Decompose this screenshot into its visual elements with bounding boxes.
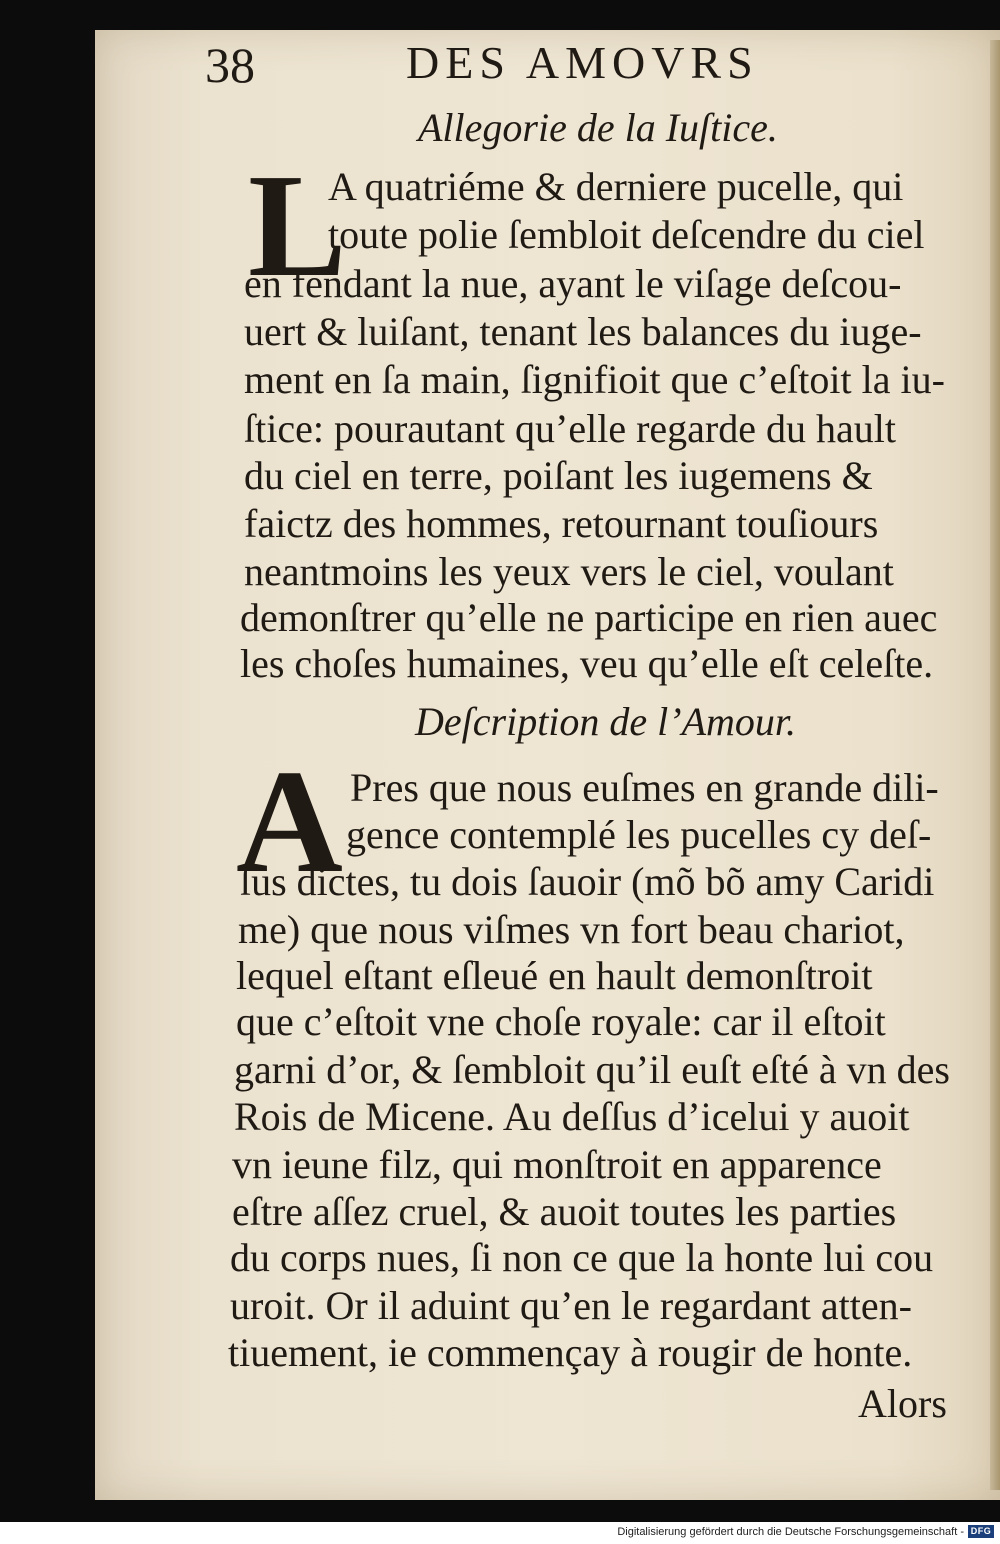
text-line: neantmoins les yeux vers le ciel, voulant: [244, 549, 894, 594]
drop-cap-a: A: [236, 740, 343, 904]
text-line: toute polie ſembloit deſcendre du ciel: [328, 212, 925, 257]
text-line: demonſtrer qu’elle ne participe en rien auec: [240, 595, 938, 640]
text-line: gence contemplé les pucelles cy deſ-: [346, 812, 932, 857]
catchword: Alors: [858, 1381, 947, 1426]
text-line: du ciel en terre, poiſant les iugemens &: [244, 453, 873, 498]
running-head: DES AMOVRS: [406, 37, 759, 88]
text-line: lequel eſtant eſleué en hault demonſtroit: [236, 953, 873, 998]
text-line: du corps nues, ſi non ce que la honte lui cou: [230, 1235, 934, 1280]
text-line: Pres que nous euſmes en grande dili-: [350, 765, 939, 810]
drop-cap-l: L: [248, 144, 347, 308]
text-line: tiuement, ie commençay à rougir de honte.: [228, 1330, 913, 1375]
footer-credit: Digitalisierung gefördert durch die Deutsche Forschungsgemeinschaft -: [617, 1526, 964, 1538]
text-line: ment en ſa main, ſignifioit que c’eſtoit la iu-: [244, 357, 945, 402]
text-line: ſus dictes, tu dois ſauoir (mõ bõ amy Caridi: [240, 859, 935, 904]
text-line: A quatriéme & derniere pucelle, qui: [328, 164, 904, 209]
text-line: uert & luiſant, tenant les balances du iuge-: [244, 309, 922, 354]
text-line: vn ieune filz, qui monſtroit en apparence: [232, 1142, 882, 1187]
text-line: les choſes humaines, veu qu’elle eſt celeſte.: [240, 641, 934, 686]
text-line: eſtre aſſez cruel, & auoit toutes les parties: [232, 1189, 897, 1234]
text-line: garni d’or, & ſembloit qu’il euſt eſté à vn des: [234, 1047, 950, 1092]
text-line: ſtice: pourautant qu’elle regarde du hault: [244, 406, 896, 451]
page-number: 38: [205, 37, 255, 93]
text-line: Rois de Micene. Au deſſus d’icelui y auoit: [234, 1094, 910, 1139]
section-heading-justice: Allegorie de la Iuſtice.: [418, 105, 778, 150]
dfg-logo: DFG: [968, 1525, 994, 1538]
text-line: que c’eſtoit vne choſe royale: car il eſtoit: [236, 999, 886, 1044]
text-line: uroit. Or il aduint qu’en le regardant atten-: [230, 1283, 912, 1328]
page-edge: [990, 40, 1000, 1490]
section-heading-love: Deſcription de l’Amour.: [415, 699, 797, 744]
text-line: faictz des hommes, retournant touſiours: [244, 501, 879, 546]
text-line: en fendant la nue, ayant le viſage deſcou-: [244, 261, 902, 306]
text-line: me) que nous viſmes vn fort beau chariot,: [238, 907, 905, 952]
